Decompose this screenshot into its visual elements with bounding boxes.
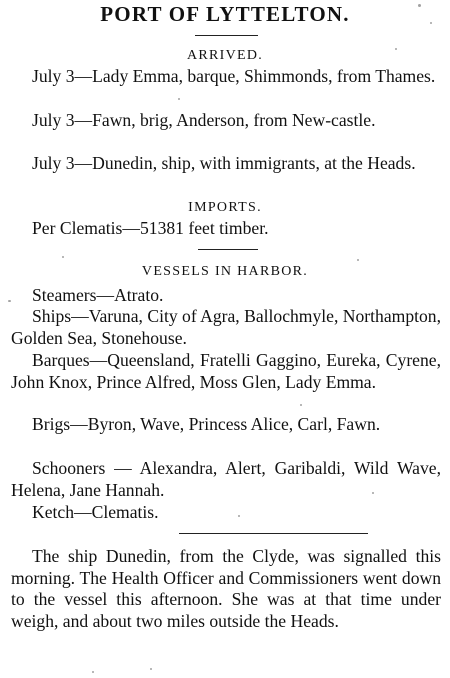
print-speck [300, 404, 302, 406]
print-speck [150, 668, 152, 670]
vessels-brigs: Brigs—Byron, Wave, Princess Alice, Carl, Fawn. [32, 414, 381, 434]
arrived-entry-3: July 3—Dunedin, ship, with immigrants, at the Heads. [32, 153, 416, 173]
imports-rule [198, 249, 258, 250]
news-paragraph: The ship Dunedin, from the Clyde, was signalled this morning. The Health Officer and Commissioners went down to the vessel this afternoon. She was at that time under weigh, and about two miles outside the Heads. [11, 546, 441, 631]
vessels-barques: Barques—Queensland, Fratelli Gaggino, Eureka, Cyrene, John Knox, Prince Alfred, Moss Glen, Lady Emma. [11, 350, 441, 392]
arrived-entry-1: July 3—Lady Emma, barque, Shimmonds, from Thames. [32, 66, 436, 86]
print-speck [418, 4, 421, 7]
page-title: PORT OF LYTTELTON. [100, 2, 350, 26]
print-speck [92, 671, 94, 673]
vessels-ketch: Ketch—Clematis. [32, 502, 159, 522]
arrived-entry-2: July 3—Fawn, brig, Anderson, from New-castle. [32, 110, 376, 130]
imports-entry-1: Per Clematis—51381 feet timber. [32, 218, 269, 238]
print-speck [178, 98, 180, 100]
vessels-steamers: Steamers—Atrato. [32, 285, 164, 305]
section-heading-imports: IMPORTS. [188, 200, 262, 215]
print-speck [8, 300, 11, 302]
print-speck [372, 492, 374, 494]
print-speck [357, 259, 359, 261]
title-rule [195, 35, 258, 36]
print-speck [238, 515, 240, 517]
section-heading-vessels: VESSELS IN HARBOR. [141, 264, 309, 279]
section-heading-arrived: ARRIVED. [186, 48, 264, 63]
section-divider [179, 533, 368, 534]
print-speck [430, 22, 432, 24]
print-speck [62, 256, 64, 258]
vessels-schooners: Schooners — Alexandra, Alert, Garibaldi, Wild Wave, Helena, Jane Hannah. [11, 458, 441, 500]
vessels-ships: Ships—Varuna, City of Agra, Ballochmyle, Northampton, Golden Sea, Stonehouse. [11, 306, 442, 348]
print-speck [395, 48, 397, 50]
